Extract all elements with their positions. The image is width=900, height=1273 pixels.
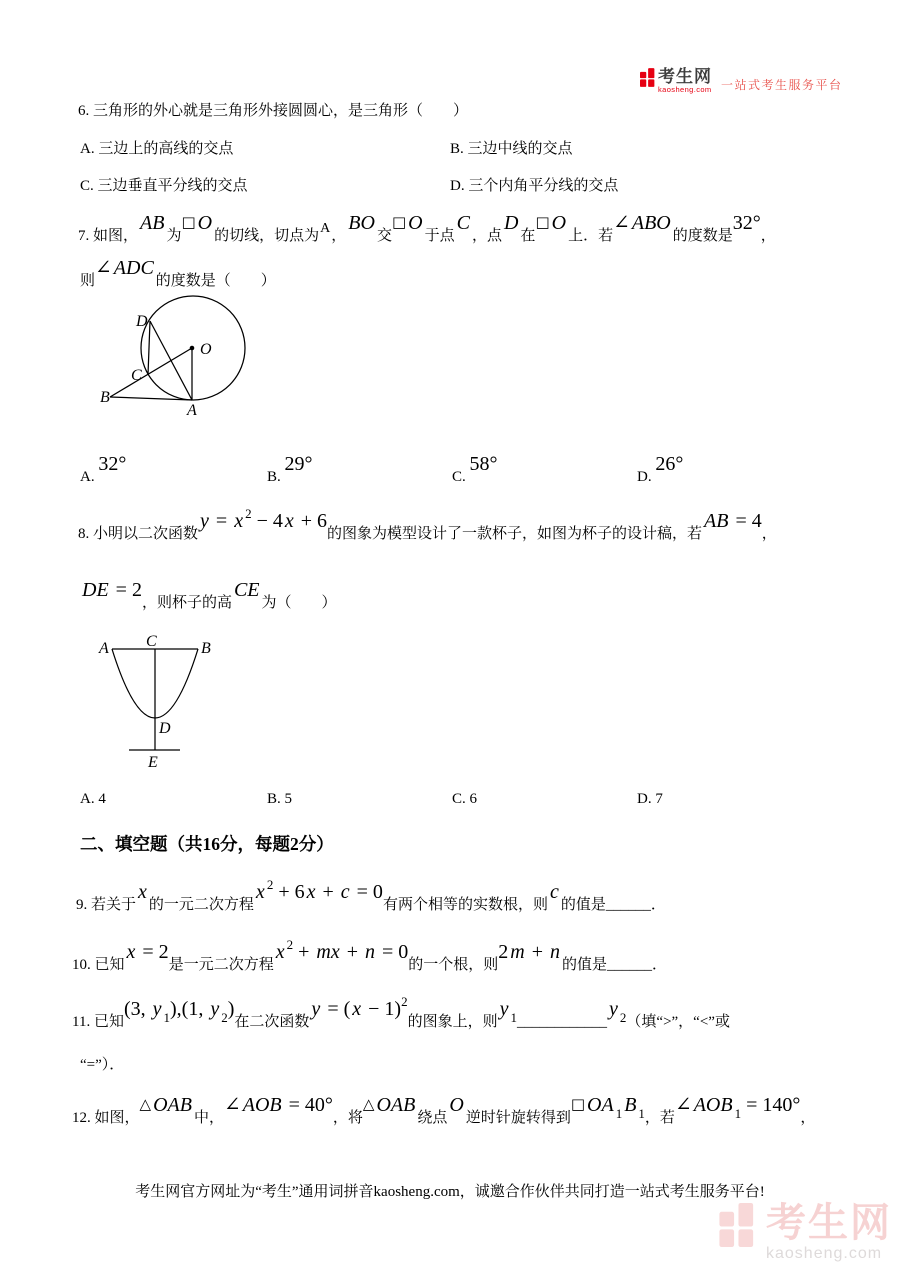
point-label-D: D [159,720,171,737]
text-segment: x [138,881,147,903]
text-segment: C [456,212,470,234]
text-segment: y [152,998,162,1020]
text-segment: 10. 已知 [72,957,125,973]
text-segment: = 2 [110,579,142,601]
text-segment: 7. 如图， [78,228,139,244]
text-segment: 在 [520,228,536,244]
section-2-title: 二、填空题（共16分，每题2分） [80,834,334,854]
text-segment: 2 [245,506,252,521]
text-segment: 交 [376,228,392,244]
question-11-stem-line-1 [72,994,730,1033]
question-6-option-b: B. 三边中线的交点 [450,141,573,157]
point-label-D: D [136,313,148,330]
text-segment: ) [227,998,235,1020]
text-segment: − 1) [363,998,402,1020]
kaosheng-logo-texts [658,68,712,94]
text-segment: 2 [498,941,509,963]
text-segment: 2 [221,1010,228,1025]
text-segment: y [200,510,209,532]
text-segment: ),(1, [170,998,209,1020]
text-segment: = ( [322,998,351,1020]
text-segment: ，将 [332,1110,363,1126]
text-segment: ， [760,228,776,244]
text-segment: 1 [615,1106,623,1121]
point-label-B: B [201,640,211,657]
kaosheng-logo-text: 考生网 [658,67,712,86]
text-segment: y [311,998,321,1020]
text-segment: = 2 [137,941,169,963]
question-8-option-b: B. 5 [267,791,293,807]
text-segment: x [306,881,316,903]
figure-circle-tangent [100,293,270,428]
text-segment: n [550,941,561,963]
question-7-option-b [267,453,313,488]
text-segment: ∠ [95,257,112,279]
kaosheng-logo-domain: kaosheng.com [658,85,712,94]
text-segment: AOB [242,1094,282,1116]
text-segment: 12. 如图， [72,1110,140,1126]
text-segment: 则 [80,273,96,289]
text-segment: 为（ ） [261,595,337,611]
kaosheng-logo-icon [640,68,655,87]
text-segment: 的一个根，则 [408,957,499,973]
question-9-stem [76,877,666,916]
text-segment: ， [761,526,777,542]
text-segment: + [317,881,339,903]
text-segment: 逆时针旋转得到 [465,1110,571,1126]
text-segment: y [210,998,220,1020]
text-segment: 8. 小明以二次函数 [78,526,199,542]
kaosheng-logo [640,68,712,94]
text-segment: 的切线，切点为 [214,228,320,244]
text-segment: A [320,221,331,236]
text-segment: 58° [469,453,498,475]
text-segment: x [284,510,294,532]
text-segment: 1 [510,1010,518,1025]
footer-text: 考生网官方网址为“考生”通用词拼音kaosheng.com，诚邀合作伙伴共同打造一站式考生服务平台! [135,1184,765,1200]
point-label-C: C [131,367,142,384]
text-segment: x [352,998,362,1020]
text-segment: 中， [193,1110,224,1126]
text-segment: 的度数是（ ） [155,273,276,289]
text-segment: C. [452,469,470,485]
text-segment: OA [587,1094,614,1116]
question-7-stem-line-2 [80,257,276,292]
question-8-option-c: C. 6 [452,791,478,807]
question-6-option-d: D. 三个内角平分线的交点 [450,178,619,194]
text-segment: x [126,941,136,963]
text-segment: 为 [166,228,182,244]
text-segment: ，若 [644,1110,675,1126]
text-segment: 绕点 [417,1110,448,1126]
text-segment: 2 [286,937,294,952]
text-segment: ，则杯子的高 [141,595,232,611]
text-segment: 26° [655,453,684,475]
point-label-A: A [187,402,197,419]
text-segment: 在二次函数 [234,1014,310,1030]
question-11-stem-line-2: “=”）． [80,1057,125,1073]
text-segment: n [364,941,375,963]
text-segment: B. [267,469,285,485]
question-8-stem-line-2 [80,579,337,614]
text-segment: 的值是______． [562,957,668,973]
text-segment: = 0 [351,881,383,903]
kaosheng-watermark-texts [766,1203,892,1263]
text-segment: CE [233,579,260,601]
text-segment: OAB [376,1094,416,1116]
point-label-C: C [146,633,157,650]
text-segment: 2 [266,877,274,892]
text-segment: + 6 [295,510,328,532]
text-segment: x [255,881,265,903]
text-segment: y [609,998,618,1020]
question-6-stem: 6. 三角形的外心就是三角形外接圆圆心，是三角形（ ） [78,103,469,119]
text-segment: 的值是______． [560,897,666,913]
text-segment: ， [331,228,347,244]
text-segment: = 0 [376,941,409,963]
question-6-option-a: A. 三边上的高线的交点 [80,141,234,157]
text-segment: □ [391,213,407,231]
text-segment: ADC [113,257,154,279]
text-segment: + 6 [273,881,305,903]
text-segment: 有两个相等的实数根，则 [382,897,548,913]
text-segment: + [341,941,363,963]
question-7-option-d [637,453,684,488]
kaosheng-watermark-domain: kaosheng.com [766,1245,883,1262]
text-segment: mx [316,941,340,963]
text-segment: D. [637,469,656,485]
text-segment: 29° [284,453,313,475]
text-segment: 于点 [424,228,455,244]
kaosheng-watermark-icon [714,1203,760,1247]
text-segment: ， [800,1110,816,1126]
text-segment: □ [181,213,196,231]
text-segment: OAB [153,1094,192,1116]
segment-DA [150,321,192,400]
text-segment: 上．若 [568,228,614,244]
text-segment: c [340,881,350,903]
text-segment: + [293,941,315,963]
text-segment: 是一元二次方程 [168,957,274,973]
text-segment: △ [362,1095,375,1113]
point-label-A: A [99,640,109,657]
question-6-option-c: C. 三边垂直平分线的交点 [80,178,248,194]
text-segment: D [503,212,519,234]
question-7-stem-line-1 [78,212,776,247]
text-segment: x [234,510,244,532]
text-segment: □ [570,1095,586,1113]
text-segment: = [210,510,233,532]
text-segment: O [449,1094,464,1116]
kaosheng-watermark [714,1203,892,1263]
text-segment: 11. 已知 [72,1014,124,1030]
text-segment: 的一元二次方程 [148,897,254,913]
text-segment: 32° [732,212,761,234]
text-segment: ∠ [674,1094,692,1116]
text-segment: ∠ [613,212,630,234]
point-label-E: E [148,754,158,771]
text-segment: O [197,212,213,234]
text-segment: ∠ [223,1094,241,1116]
text-segment: x [275,941,285,963]
question-10-stem [72,937,668,976]
text-segment: 2 [619,1010,627,1025]
text-segment: □ [535,213,550,231]
segment-BO [110,348,192,397]
text-segment: BO [348,212,375,234]
text-segment: m [510,941,525,963]
text-segment: 1 [734,1106,742,1121]
segment-DC [148,321,150,375]
text-segment: 2 [401,994,408,1009]
text-segment: 的图象上，则 [407,1014,498,1030]
text-segment: 1 [163,1010,171,1025]
text-segment: = 4 [730,510,762,532]
kaosheng-tagline: 一站式考生服务平台 [721,77,843,92]
text-segment: AB [140,212,165,234]
text-segment: B [624,1094,637,1116]
text-segment: = 140° [741,1094,801,1116]
text-segment: 32° [98,453,127,475]
text-segment: AOB [693,1094,733,1116]
text-segment: AB [704,510,729,532]
point-label-O: O [200,341,212,358]
text-segment: ____________ [517,1014,608,1030]
text-segment: （填“>”，“<”或 [626,1014,730,1030]
question-8-stem-line-1 [78,506,777,545]
text-segment: O [551,212,567,234]
question-8-option-d: D. 7 [637,791,663,807]
text-segment: c [549,881,559,903]
text-segment: = 40° [283,1094,333,1116]
text-segment: 的图象为模型设计了一款杯子，如图为杯子的设计稿，若 [327,526,703,542]
text-segment: + [526,941,549,963]
question-8-option-a: A. 4 [80,791,106,807]
text-segment: 9. 若关于 [76,897,137,913]
text-segment: 的度数是 [672,228,733,244]
text-segment: ，点 [471,228,502,244]
text-segment: − 4 [251,510,283,532]
text-segment: (3, [123,998,151,1020]
question-7-option-c [452,453,498,488]
point-label-B: B [100,389,110,406]
text-segment: ABO [631,212,671,234]
text-segment: 1 [638,1106,645,1121]
text-segment: y [499,998,509,1020]
text-segment: △ [139,1095,152,1113]
question-7-option-a [80,453,127,488]
question-12-stem [72,1094,816,1129]
kaosheng-header [640,68,843,94]
kaosheng-watermark-text: 考生网 [766,1201,892,1245]
text-segment: A. [80,469,99,485]
text-segment: DE [82,579,109,601]
text-segment: O [408,212,423,234]
figure-parabola-cup [95,633,230,773]
